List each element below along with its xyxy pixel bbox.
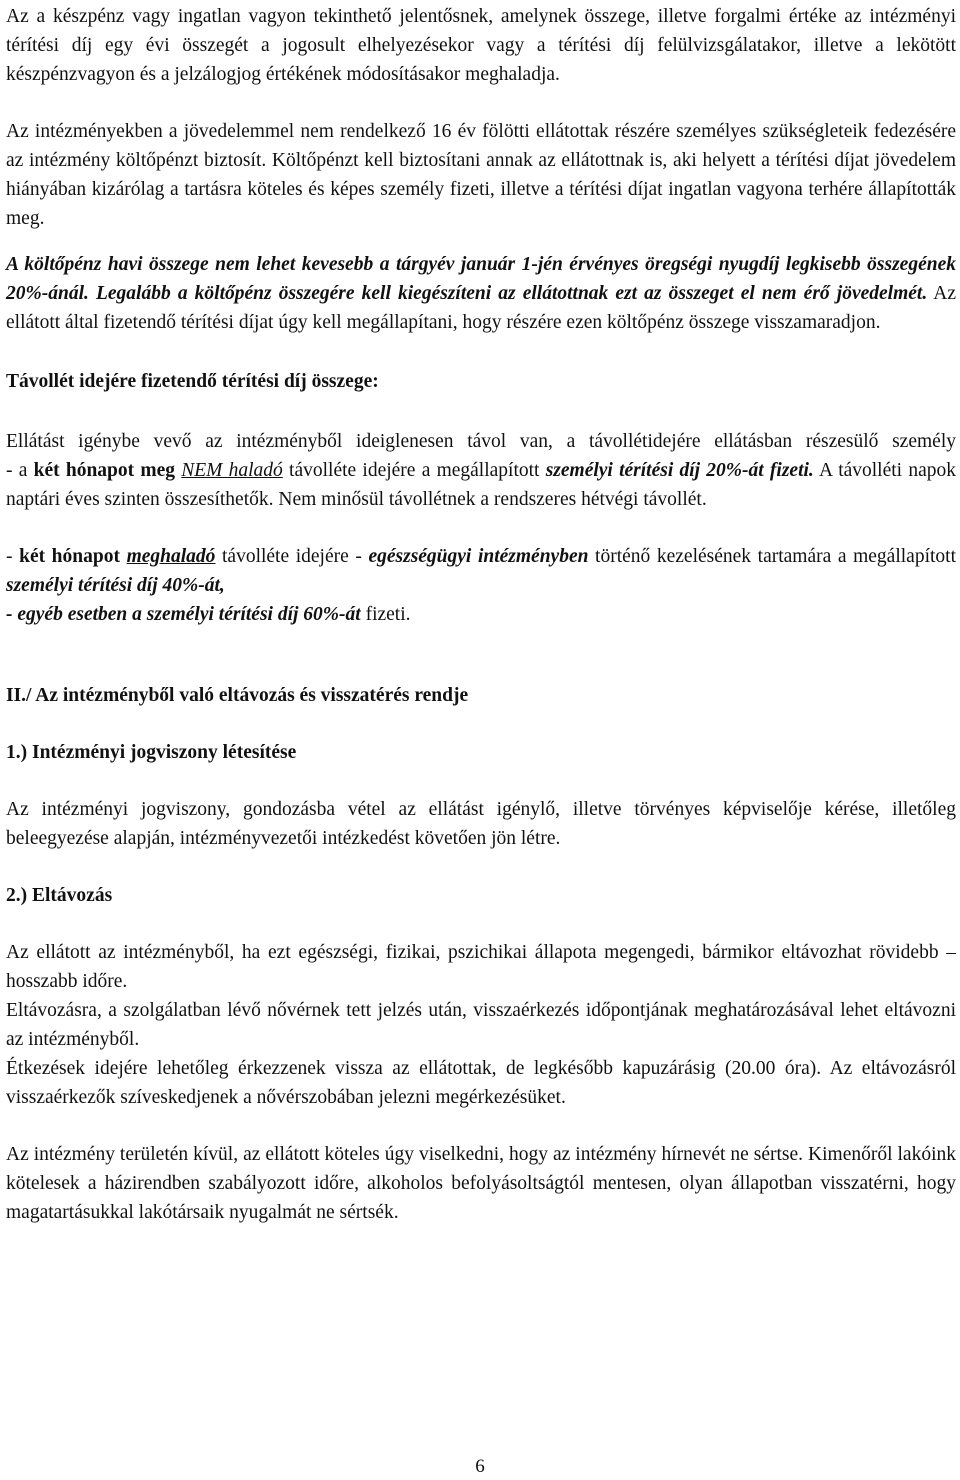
pocket-money-fee-rule: Az ellátott által fizetendő térítési díjat úgy kell megállapítani, hogy részére ezen költőpénz összege visszamaradjon. xyxy=(6,283,956,333)
fee-40-percent: személyi térítési díj 40%-át, xyxy=(6,575,225,596)
text-run: távolléte idejére - xyxy=(215,546,369,567)
heading-section-2: II./ Az intézményből való eltávozás és visszatérés rendje xyxy=(6,685,469,706)
text-run-underlined: meghaladó xyxy=(126,546,216,567)
paragraph-conduct-outside: Az intézmény területén kívül, az ellátott köteles úgy viselkedni, hogy az intézmény hírnevét ne sértse. Kimenőről lakóink kötelesek a házirendben szabályozott időre, alkoholos befolyásoltságtól mentesen, olyan állapotban visszatérni, hogy magatartásukkal lakótársaik nyugalmát ne sértsék. xyxy=(6,1144,956,1223)
paragraph-absence-intro: Ellátást igénybe vevő az intézményből ideiglenesen távol van, a távollétidejére ellátásban részesülő személy xyxy=(6,431,956,452)
text-run: A távolléti napok naptári éves szinten összesíthetők. Nem minősül távollétnek a rendszeres hétvégi távollét. xyxy=(6,460,956,510)
text-run xyxy=(120,546,127,567)
document-page xyxy=(6,0,956,1227)
text-run-bold-italic: egészségügyi intézményben xyxy=(368,546,589,567)
paragraph-legal-relationship: Az intézményi jogviszony, gondozásba vétel az ellátást igénylő, illetve törvényes képviselője kérése, illetőleg beleegyezése alapján, intézményvezetői intézkedést követően jön létre. xyxy=(6,799,956,849)
paragraph-pocket-money-provision: Az intézményekben a jövedelemmel nem rendelkező 16 év fölötti ellátottak részére személyes szükségleteik fedezésére az intézmény költőpénzt biztosít. Költőpénzt kell biztosítani annak az ellátottnak is, aki helyett a térítési díjat jövedelem hiányában kizárólag a tartásra köteles és képes személy fizeti, illetve a térítési díjat ingatlan vagyona terhére állapították meg. xyxy=(6,121,956,229)
paragraph-return-time: Étkezések idejére lehetőleg érkezzenek vissza az ellátottak, de legkésőbb kapuzárásig (20.00 óra). Az eltávozásról visszaérkezők szíveskedjenek a nővérszobában jelezni megérkezésüket. xyxy=(6,1058,956,1108)
paragraph-absence-under-two-months xyxy=(6,456,956,514)
text-run: fizeti. xyxy=(360,604,411,625)
paragraph-significant-assets: Az a készpénz vagy ingatlan vagyon tekinthető jelentősnek, amelynek összege, illetve forgalmi értéke az intézményi térítési díj egy évi összegét a jogosult elhelyezésekor vagy a térítési díj felülvizsgálatakor, illetve a lekötött készpénzvagyon és a jelzálogjog értékének módosításakor meghaladja. xyxy=(6,6,956,85)
paragraph-departure-notice: Eltávozásra, a szolgálatban lévő nővérnek tett jelzés után, visszaérkezés időpontjának meghatározásával lehet eltávozni az intézményből. xyxy=(6,1000,956,1050)
text-run-underlined: NEM haladó xyxy=(181,460,283,481)
text-run: távolléte idejére a megállapított xyxy=(282,460,546,481)
heading-departure: 2.) Eltávozás xyxy=(6,885,113,906)
text-run: történő kezelésének tartamára a megállapított xyxy=(588,546,956,567)
paragraph-absence-over-two-months xyxy=(6,542,956,629)
pocket-money-supplement-rule: Legalább a költőpénz összegére kell kiegészíteni az ellátottnak ezt az összeget el nem érő jövedelmét. xyxy=(95,283,928,304)
fee-60-percent: - egyéb esetben a személyi térítési díj 60%-át xyxy=(6,604,361,625)
text-run: - xyxy=(6,546,20,567)
page-number: 6 xyxy=(475,1456,485,1477)
heading-legal-relationship: 1.) Intézményi jogviszony létesítése xyxy=(6,742,297,763)
text-run-bold: két hónapot meg xyxy=(33,460,176,481)
text-run-bold: két hónapot xyxy=(19,546,120,567)
text-run: - a xyxy=(6,460,34,481)
paragraph-departure-allowed: Az ellátott az intézményből, ha ezt egészségi, fizikai, pszichikai állapota megengedi, bármikor eltávozhat rövidebb – hosszabb időre. xyxy=(6,942,956,992)
fee-20-percent: személyi térítési díj 20%-át fizeti. xyxy=(545,460,814,481)
heading-absence-fee: Távollét idejére fizetendő térítési díj összege: xyxy=(6,371,379,392)
paragraph-pocket-money-amount xyxy=(6,250,956,337)
pocket-money-minimum-rule: A költőpénz havi összege nem lehet kevesebb a tárgyév január 1-jén érvényes öregségi nyugdíj legkisebb összegének 20%-ánál. xyxy=(6,254,956,304)
